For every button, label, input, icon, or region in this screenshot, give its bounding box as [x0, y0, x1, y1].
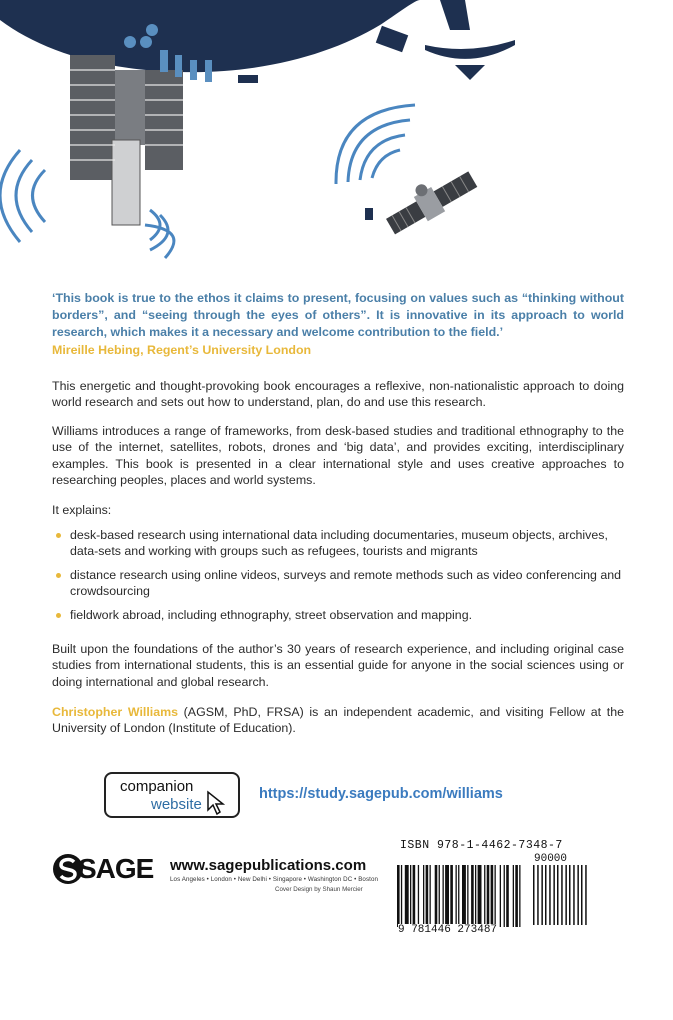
barcode-bar	[533, 865, 535, 925]
barcode-bar	[545, 865, 547, 925]
barcode-bar	[439, 865, 440, 927]
explains-list	[52, 527, 624, 630]
quote-text: ‘This book is true to the ethos it claims to present, focusing on values such as “thinking without borders”, and “seeing through the eyes of others”. It is innovative in its approach to world research, which makes it a necessary and welcome contribution to the field.’	[52, 291, 624, 339]
drone-icon	[238, 75, 258, 83]
cover-illustration	[0, 0, 673, 285]
barcode-bar	[500, 865, 501, 927]
barcode-bar	[495, 865, 496, 927]
barcode-bar	[573, 865, 575, 925]
barcode-bar	[561, 865, 563, 925]
quote-attribution: Mireille Hebing, Regent’s University London	[52, 343, 312, 357]
barcode-bar	[549, 865, 551, 925]
barcode-bar	[413, 865, 416, 927]
barcode-bar	[515, 865, 518, 927]
list-item: desk-based research using international data including documentaries, museum objects, archives, data-sets and working with groups such as refugees, tourists and migrants	[52, 527, 624, 560]
signal-waves-right	[336, 105, 415, 184]
barcode-bar	[471, 865, 474, 927]
companion-url-link[interactable]: https://study.sagepub.com/williams	[259, 786, 503, 802]
barcode-bar	[405, 865, 409, 927]
author-name: Christopher Williams	[52, 705, 179, 719]
bullet-icon	[56, 613, 61, 618]
foundations-paragraph: Built upon the foundations of the author’s 30 years of research experience, and including original case studies from international students, this is an essential guide for anyone in the social sciences using or doing international and global research.	[52, 642, 624, 689]
barcode-bar	[585, 865, 587, 925]
list-item: distance research using online videos, surveys and remote methods such as video conferencing and crowdsourcing	[52, 567, 624, 600]
barcode-bar	[423, 865, 424, 927]
barcode-bar	[484, 865, 485, 927]
bullet-icon	[56, 533, 61, 538]
barcode-bar	[577, 865, 579, 925]
list-item: fieldwork abroad, including ethnography, street observation and mapping.	[52, 607, 624, 623]
barcode-bar	[450, 865, 453, 927]
ean-digits: 9 781446 273487	[398, 924, 498, 936]
barcode-bar	[581, 865, 583, 925]
price-code: 90000	[534, 853, 568, 865]
barcode-bar	[487, 865, 490, 927]
cover-credit: Cover Design by Shaun Mercier	[275, 886, 363, 893]
barcode-bar	[401, 865, 402, 927]
barcode-bar	[491, 865, 494, 927]
intro-paragraph: This energetic and thought-provoking book encourages a reflexive, non-nationalistic approach to doing world research and sets out how to understand, plan, do and use this research.	[52, 379, 624, 410]
barcode-bar	[443, 865, 444, 927]
bullet-icon	[56, 573, 61, 578]
publisher-cities: Los Angeles • London • New Delhi • Singapore • Washington DC • Boston	[170, 876, 379, 883]
companion-label: companion	[120, 778, 194, 795]
review-quote	[52, 290, 624, 359]
barcode-bar	[462, 865, 466, 927]
barcode-bar	[478, 865, 482, 927]
barcode-bar	[541, 865, 543, 925]
barcode-bar	[557, 865, 559, 925]
buildings-icon	[70, 55, 183, 225]
barcode-bar	[435, 865, 438, 927]
frameworks-paragraph: Williams introduces a range of frameworks, from desk-based studies and traditional ethnography to the use of the internet, satellites, robots, drones and ‘big data’, and provides exciting, interdisciplinary examples. This book is presented in a clear international style and uses creative approaches to researching peoples, places and world systems.	[52, 424, 624, 488]
barcode-bar	[513, 865, 514, 927]
barcode-bar	[397, 865, 400, 927]
barcode-bar	[426, 865, 429, 927]
barcode-bar	[467, 865, 468, 927]
barcode-bar	[456, 865, 457, 927]
sage-logo	[52, 853, 157, 892]
barcode-bar	[504, 865, 505, 927]
barcode-bar	[458, 865, 459, 927]
companion-website-badge[interactable]	[104, 772, 240, 818]
isbn-text: ISBN 978-1-4462-7348-7	[400, 839, 563, 852]
author-credentials: (AGSM, PhD, FRSA) is an independent academic, and visiting Fellow at the University of London (Institute of Education).	[52, 705, 624, 736]
cursor-icon	[206, 790, 226, 816]
barcode-bar	[553, 865, 555, 925]
satellite-icon	[380, 160, 480, 239]
barcode-bar	[430, 865, 431, 927]
barcode-bar	[506, 865, 509, 927]
barcode-bar	[418, 865, 419, 927]
barcode-bar	[410, 865, 411, 927]
barcode-bar	[537, 865, 539, 925]
barcode-bar	[445, 865, 449, 927]
sage-logo-text: SAGE	[78, 853, 154, 884]
website-label: website	[151, 796, 202, 813]
barcode-bar	[565, 865, 567, 925]
barcode-bar	[475, 865, 476, 927]
explains-heading: It explains:	[52, 503, 112, 517]
small-robot-icon	[365, 208, 373, 220]
barcode-bar	[569, 865, 571, 925]
barcode-bar	[519, 865, 520, 927]
publisher-website[interactable]: www.sagepublications.com	[170, 857, 367, 874]
author-bio	[52, 704, 624, 737]
